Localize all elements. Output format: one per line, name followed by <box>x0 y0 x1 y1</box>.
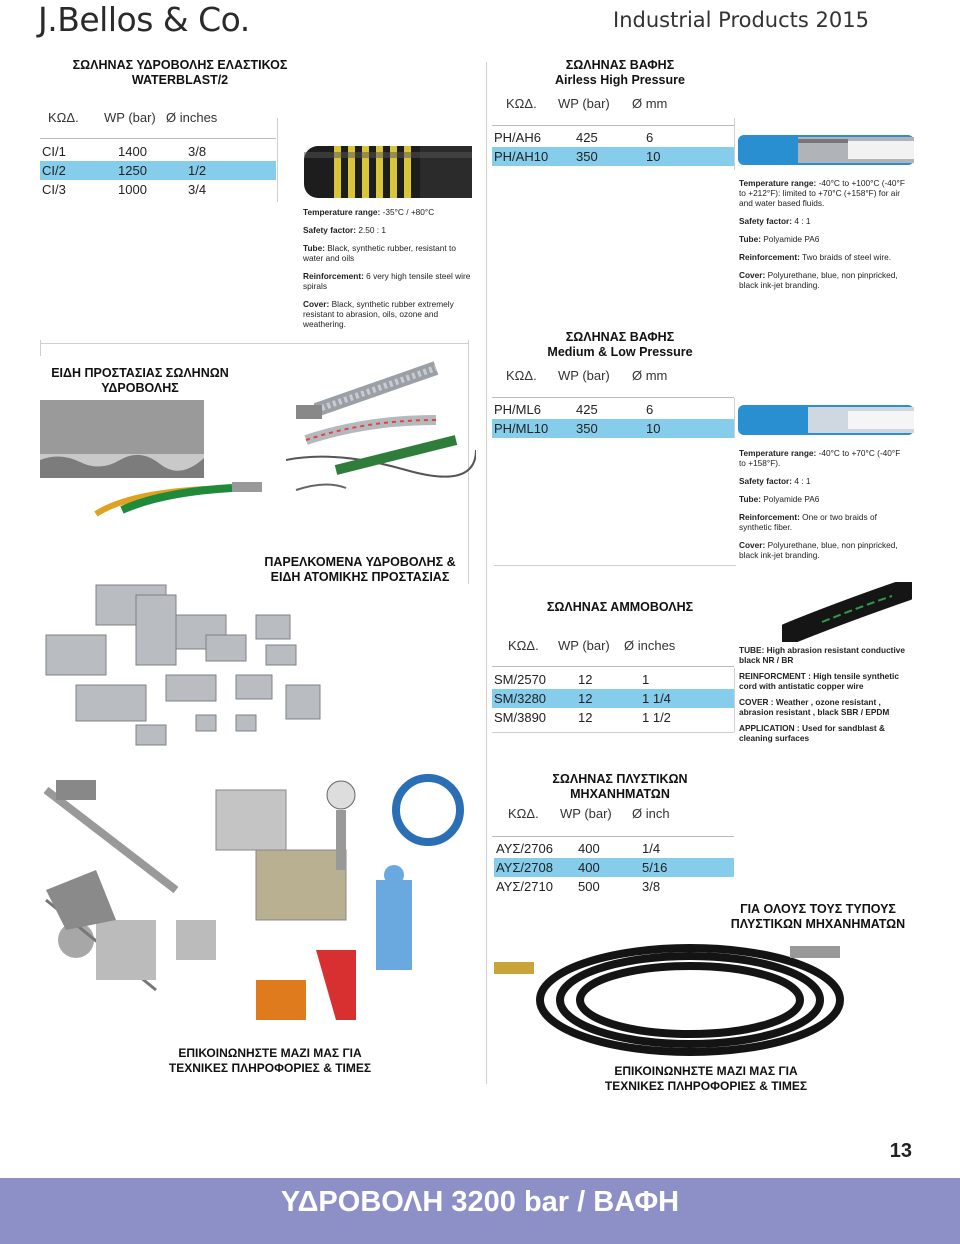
spec-label: Tube: <box>739 494 761 504</box>
table-row <box>492 147 734 166</box>
title-line: ΠΑΡΕΛΚΟΜΕΝΑ ΥΔΡΟΒΟΛΗΣ & <box>264 555 456 569</box>
spec-item <box>739 178 909 208</box>
contact-line: ΤΕΧΝΙΚΕΣ ΠΛΗΡΟΦΟΡΙΕΣ & ΤΙΜΕΣ <box>168 1061 372 1075</box>
spec-label: Temperature range: <box>739 448 817 458</box>
table-header <box>48 110 217 125</box>
cell-dia: 10 <box>644 147 734 166</box>
cell-code: PH/ML10 <box>492 419 574 438</box>
spec-text: 4 : 1 <box>792 216 811 226</box>
spec-item <box>739 234 909 244</box>
contact-line: ΕΠΙΚΟΙΝΩΝΗΣΤΕ ΜΑΖΙ ΜΑΣ ΓΙΑ <box>614 1064 798 1078</box>
hose-sleeve-image <box>286 350 476 520</box>
cell-wp: 1250 <box>116 161 186 180</box>
table-row <box>492 400 734 419</box>
divider <box>734 118 735 170</box>
title-line: Medium & Low Pressure <box>547 345 693 359</box>
medium-table <box>492 400 734 438</box>
spec-text: One or two braids of synthetic fiber. <box>739 512 877 532</box>
cell-wp: 400 <box>578 841 600 856</box>
spec-label: Safety factor: <box>739 216 793 226</box>
table-row <box>40 180 276 199</box>
spec-item <box>739 723 909 743</box>
brand-title: J.Bellos & Co. <box>38 0 250 39</box>
cell-wp: 12 <box>578 672 593 687</box>
sandblast-title: ΣΩΛΗΝΑΣ ΑΜΜΟΒΟΛΗΣ <box>546 600 694 614</box>
plastic-title <box>500 772 740 802</box>
cell-code: CI/1 <box>42 144 66 159</box>
medium-title <box>500 330 740 360</box>
divider <box>734 398 735 438</box>
cell-dia: 1/4 <box>642 841 661 856</box>
title-line: ΣΩΛΗΝΑΣ ΠΛΥΣΤΙΚΩΝ <box>552 772 688 786</box>
cell-wp: 425 <box>576 402 598 417</box>
spec-item <box>303 271 471 291</box>
cell-dia: 1 1/2 <box>642 710 671 725</box>
contact-right <box>588 1064 824 1094</box>
airless-title <box>500 58 740 88</box>
spec-text: -40°C to +100°C (-40°F to +212°F): limited to +70°C (+158°F) for air and water based fluids. <box>739 178 905 208</box>
cell-wp: 12 <box>576 689 640 708</box>
spec-label: Temperature range: <box>739 178 817 188</box>
title-line: ΜΗΧΑΝΗΜΑΤΩΝ <box>570 787 670 801</box>
table-row <box>492 419 734 438</box>
spec-label: Reinforcement: <box>739 252 800 262</box>
airless-hose-image <box>738 125 914 175</box>
cell-code: PH/AH10 <box>492 147 574 166</box>
table-row <box>40 161 276 180</box>
spec-text: 2.50 : 1 <box>356 225 387 235</box>
cell-code: ΑΥΣ/2708 <box>494 858 576 877</box>
spec-text: Polyamide PA6 <box>760 234 820 244</box>
waterblast-specs <box>303 207 471 337</box>
footer-title: ΥΔΡΟΒΟΛΗ 3200 bar / ΒΑΦΗ <box>280 1186 680 1218</box>
cell-dia: 6 <box>646 402 654 417</box>
spec-label: REINFORCMENT : <box>739 671 811 681</box>
spec-label: Cover: <box>739 540 766 550</box>
title-line: ΣΩΛΗΝΑΣ ΒΑΦΗΣ <box>565 330 675 344</box>
spec-item <box>303 243 471 263</box>
col-code: ΚΩΔ. <box>48 110 79 125</box>
spec-label: Temperature range: <box>303 207 381 217</box>
col-wp: WP (bar) <box>558 96 610 111</box>
table-header <box>506 96 667 111</box>
title-line: ΕΙΔΗ ΠΡΟΣΤΑΣΙΑΣ ΣΩΛΗΝΩΝ <box>51 366 229 380</box>
waterblast-hose-image <box>300 140 478 206</box>
divider <box>734 668 735 732</box>
divider <box>277 118 278 202</box>
cell-dia: 3/4 <box>188 182 207 197</box>
table-header <box>506 368 667 383</box>
spec-label: Cover: <box>303 299 330 309</box>
plastic-table <box>494 839 734 896</box>
spec-item <box>739 645 909 665</box>
table-row <box>494 839 734 858</box>
cell-wp: 350 <box>574 419 644 438</box>
document-title: Industrial Products 2015 <box>613 8 869 32</box>
sandblast-specs <box>739 645 909 749</box>
spec-text: 4 : 1 <box>792 476 811 486</box>
airless-specs <box>739 178 909 298</box>
cell-code: SM/3280 <box>492 689 576 708</box>
cell-dia: 6 <box>646 130 654 145</box>
col-code: ΚΩΔ. <box>508 806 539 821</box>
col-wp: WP (bar) <box>558 638 610 653</box>
col-wp: WP (bar) <box>104 110 156 125</box>
table-row <box>40 142 276 161</box>
note-line: ΓΙΑ ΟΛΟΥΣ ΤΟΥΣ ΤΥΠΟΥΣ <box>740 902 896 916</box>
col-code: ΚΩΔ. <box>508 638 539 653</box>
cell-wp: 350 <box>574 147 644 166</box>
spec-item <box>739 512 909 532</box>
spec-label: Safety factor: <box>303 225 357 235</box>
cell-code: PH/ML6 <box>494 402 541 417</box>
waterblast-title <box>60 58 300 88</box>
plastic-note <box>720 902 916 932</box>
title-line: ΥΔΡΟΒΟΛΗΣ <box>101 381 179 395</box>
cell-code: SM/3890 <box>494 710 547 725</box>
spec-item <box>739 697 909 717</box>
cell-dia: 10 <box>644 419 734 438</box>
col-dia: Ø inches <box>166 110 218 125</box>
cell-code: CI/2 <box>40 161 116 180</box>
spec-text: Black, synthetic rubber extremely resistant to abrasion, oils, ozone and weathering. <box>303 299 454 329</box>
spec-label: Reinforcement: <box>739 512 800 522</box>
footer-band <box>0 1178 960 1244</box>
sandblast-hose-image <box>782 582 912 642</box>
sandblast-table <box>492 670 734 727</box>
spec-text: -35°C / +80°C <box>380 207 435 217</box>
table-row <box>492 128 734 147</box>
medium-specs <box>739 448 909 568</box>
spec-label: Tube: <box>303 243 325 253</box>
spec-text: 6 very high tensile steel wire spirals <box>303 271 471 291</box>
spec-text: Black, synthetic rubber, resistant to water and oils <box>303 243 456 263</box>
spec-item <box>739 671 909 691</box>
table-row <box>492 708 734 727</box>
spec-text: Polyamide PA6 <box>760 494 820 504</box>
waterblast-table <box>40 142 276 199</box>
spec-item <box>739 448 909 468</box>
cell-dia: 3/8 <box>188 144 207 159</box>
spec-text: Polyurethane, blue, non pinpricked, black ink-jet branding. <box>739 540 898 560</box>
divider <box>494 565 736 566</box>
cell-code: SM/2570 <box>494 672 547 687</box>
cell-dia: 1 1/4 <box>640 689 734 708</box>
spec-text: Weather , ozone resistant , abrasion resistant , black SBR / EPDM <box>739 697 890 717</box>
spec-item <box>303 299 471 329</box>
title-line: WATERBLAST/2 <box>131 73 229 87</box>
spec-label: TUBE: <box>739 645 765 655</box>
col-wp: WP (bar) <box>558 368 610 383</box>
cell-wp: 12 <box>578 710 593 725</box>
spec-item <box>739 252 909 262</box>
spec-label: Reinforcement: <box>303 271 364 281</box>
col-code: ΚΩΔ. <box>506 96 537 111</box>
green-hose-image <box>92 470 272 520</box>
cell-code: ΑΥΣ/2706 <box>496 841 553 856</box>
note-line: ΠΛΥΣΤΙΚΩΝ ΜΗΧΑΝΗΜΑΤΩΝ <box>730 917 906 931</box>
spec-text: High abrasion resistant conductive black NR / BR <box>739 645 905 665</box>
spec-item <box>303 225 471 235</box>
spec-label: Safety factor: <box>739 476 793 486</box>
spec-text: -40°C to +70°C (-40°F to +158°F). <box>739 448 901 468</box>
contact-line: ΕΠΙΚΟΙΝΩΝΗΣΤΕ ΜΑΖΙ ΜΑΣ ΓΙΑ <box>178 1046 362 1060</box>
spec-item <box>739 494 909 504</box>
spec-label: COVER : <box>739 697 774 707</box>
spec-text: Polyurethane, blue, non pinpricked, black ink-jet branding. <box>739 270 898 290</box>
table-header <box>508 638 675 653</box>
cell-dia: 1 <box>642 672 650 687</box>
cell-dia: 3/8 <box>642 879 661 894</box>
cell-wp: 1000 <box>118 182 147 197</box>
spec-text: Two braids of steel wire. <box>799 252 892 262</box>
cell-wp: 1400 <box>118 144 147 159</box>
divider <box>40 343 468 344</box>
cell-wp: 425 <box>576 130 598 145</box>
spec-item <box>739 270 909 290</box>
title-line: ΣΩΛΗΝΑΣ ΥΔΡΟΒΟΛΗΣ ΕΛΑΣΤΙΚΟΣ <box>72 58 288 72</box>
spec-label: APPLICATION : <box>739 723 800 733</box>
table-row <box>492 689 734 708</box>
protection-title <box>40 366 240 396</box>
title-line: Airless High Pressure <box>555 73 685 87</box>
spec-text: Used for sandblast & cleaning surfaces <box>739 723 885 743</box>
col-code: ΚΩΔ. <box>506 368 537 383</box>
contact-left <box>150 1046 390 1076</box>
col-wp: WP (bar) <box>560 806 612 821</box>
protection-sleeve-image <box>40 400 204 478</box>
divider <box>486 62 487 1084</box>
table-header <box>508 806 670 821</box>
col-dia: Ø inch <box>632 806 670 821</box>
cell-dia: 1/2 <box>186 161 276 180</box>
col-dia: Ø mm <box>632 368 668 383</box>
table-row <box>492 670 734 689</box>
cell-wp: 400 <box>576 858 640 877</box>
col-dia: Ø mm <box>632 96 668 111</box>
cell-code: CI/3 <box>42 182 66 197</box>
contact-line: ΤΕΧΝΙΚΕΣ ΠΛΗΡΟΦΟΡΙΕΣ & ΤΙΜΕΣ <box>604 1079 808 1093</box>
col-dia: Ø inches <box>624 638 676 653</box>
spec-text: High tensile synthetic cord with antistatic copper wire <box>739 671 899 691</box>
cell-code: PH/AH6 <box>494 130 541 145</box>
title-line: ΕΙΔΗ ΑΤΟΜΙΚΗΣ ΠΡΟΣΤΑΣΙΑΣ <box>270 570 450 584</box>
spec-item <box>739 476 909 486</box>
spec-label: Cover: <box>739 270 766 280</box>
spec-item <box>303 207 471 217</box>
page-number: 13 <box>889 1140 912 1162</box>
fittings-image <box>36 575 336 755</box>
cell-dia: 5/16 <box>640 858 734 877</box>
table-row <box>494 877 734 896</box>
table-row <box>494 858 734 877</box>
spec-item <box>739 216 909 226</box>
medium-hose-image <box>738 395 914 445</box>
cell-code: ΑΥΣ/2710 <box>496 879 553 894</box>
tools-image <box>36 770 476 1040</box>
cell-wp: 500 <box>578 879 600 894</box>
spec-item <box>739 540 909 560</box>
spec-label: Tube: <box>739 234 761 244</box>
airless-table <box>492 128 734 166</box>
title-line: ΣΩΛΗΝΑΣ ΒΑΦΗΣ <box>565 58 675 72</box>
pressure-washer-hose-image <box>490 930 850 1060</box>
